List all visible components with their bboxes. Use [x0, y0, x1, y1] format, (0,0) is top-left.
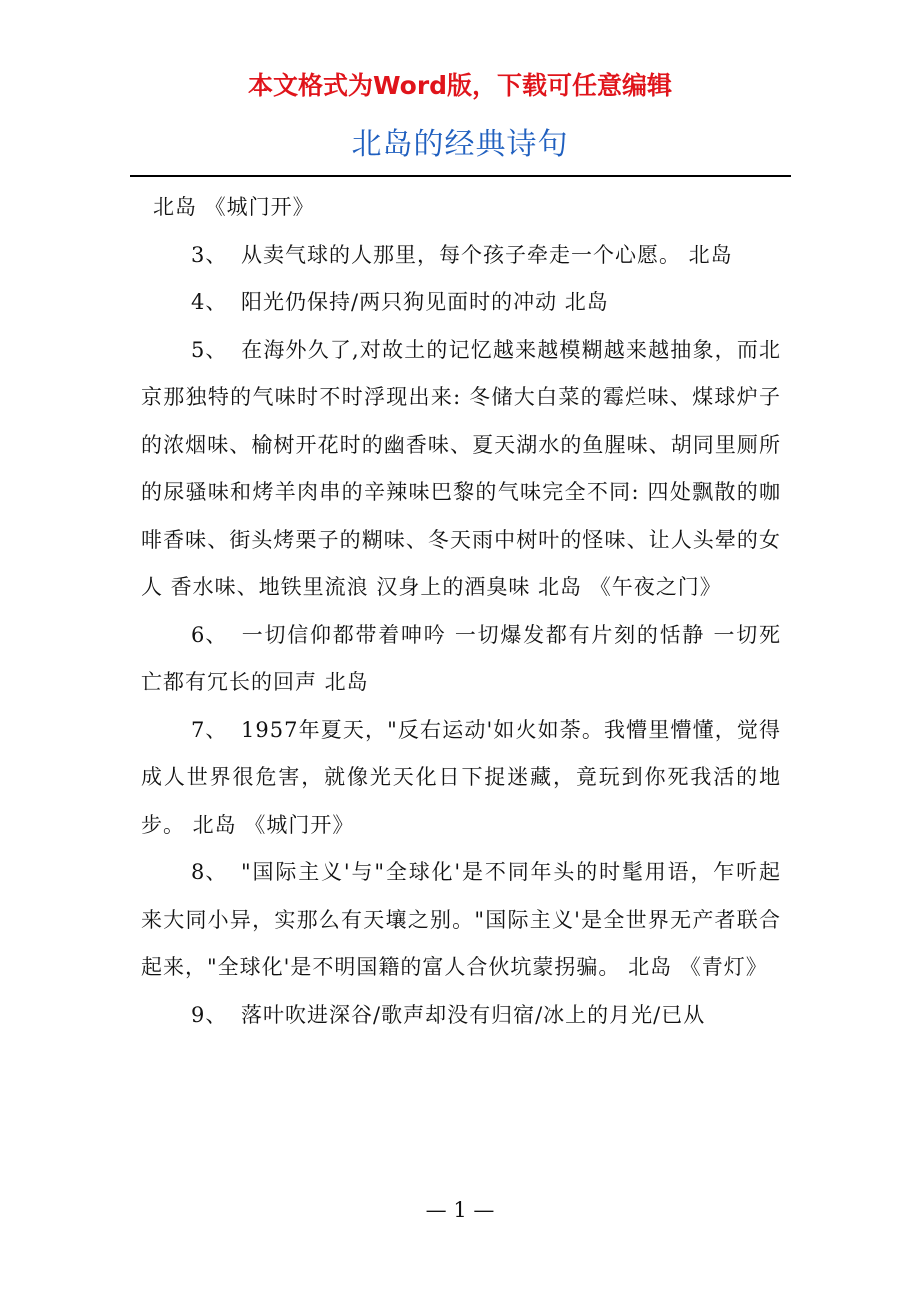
intro-line: 北岛 《城门开》: [153, 195, 315, 219]
document-body: [141, 184, 781, 1039]
item-number: 4、: [191, 290, 228, 314]
list-item: [141, 612, 781, 707]
item-text: 从卖气球的人那里，每个孩子牵走一个心愿。 北岛: [241, 242, 733, 267]
list-item: [141, 232, 781, 280]
title-divider: [130, 175, 791, 177]
item-number: 7、: [191, 717, 228, 742]
list-item: [141, 327, 781, 612]
item-text: 1957年夏天，"反右运动'如火如荼。我懵里懵懂，觉得成人世界很危害，就像光天化日下捉迷藏，竟玩到你死我活的地步。 北岛 《城门开》: [141, 717, 781, 837]
page-number: — 1 —: [425, 1198, 495, 1222]
item-number: 9、: [191, 1002, 228, 1027]
list-item: [141, 992, 781, 1040]
item-text: 阳光仍保持/两只狗见面时的冲动 北岛: [241, 290, 609, 314]
item-text: 一切信仰都带着呻吟 一切爆发都有片刻的恬静 一切死亡都有冗长的回声 北岛: [141, 622, 781, 694]
page-title: 北岛的经典诗句: [351, 127, 569, 162]
item-text: 在海外久了,对故土的记忆越来越模糊越来越抽象，而北京那独特的气味时不时浮现出来: 冬储大白菜的霉烂味、煤球炉子的浓烟味、榆树开花时的幽香味、夏天湖水的鱼腥味、胡同里厕所的尿骚味和烤羊肉串的辛辣味巴黎的气味完全不同: 四处飘散的咖啡香味、街头烤栗子的糊味、冬天雨中树叶的怪味、让人头晕的女人 香水味、地铁里流浪 汉身上的酒臭味 北岛 《午夜之门》: [141, 337, 781, 599]
list-item: [141, 279, 781, 327]
item-number: 8、: [191, 860, 228, 884]
format-notice: 本文格式为Word版，下载可任意编辑: [247, 71, 673, 100]
item-number: 6、: [191, 622, 228, 647]
item-number: 5、: [191, 337, 228, 362]
item-text: "国际主义'与"全球化'是不同年头的时髦用语，乍听起来大同小异，实那么有天壤之别。"国际主义'是全世界无产者联合起来，"全球化'是不明国籍的富人合伙坑蒙拐骗。 北岛 《青灯》: [141, 860, 781, 979]
item-number: 3、: [191, 242, 228, 267]
item-text: 落叶吹进深谷/歌声却没有归宿/冰上的月光/已从: [241, 1002, 706, 1027]
list-item: [141, 707, 781, 850]
list-item: [141, 849, 781, 992]
